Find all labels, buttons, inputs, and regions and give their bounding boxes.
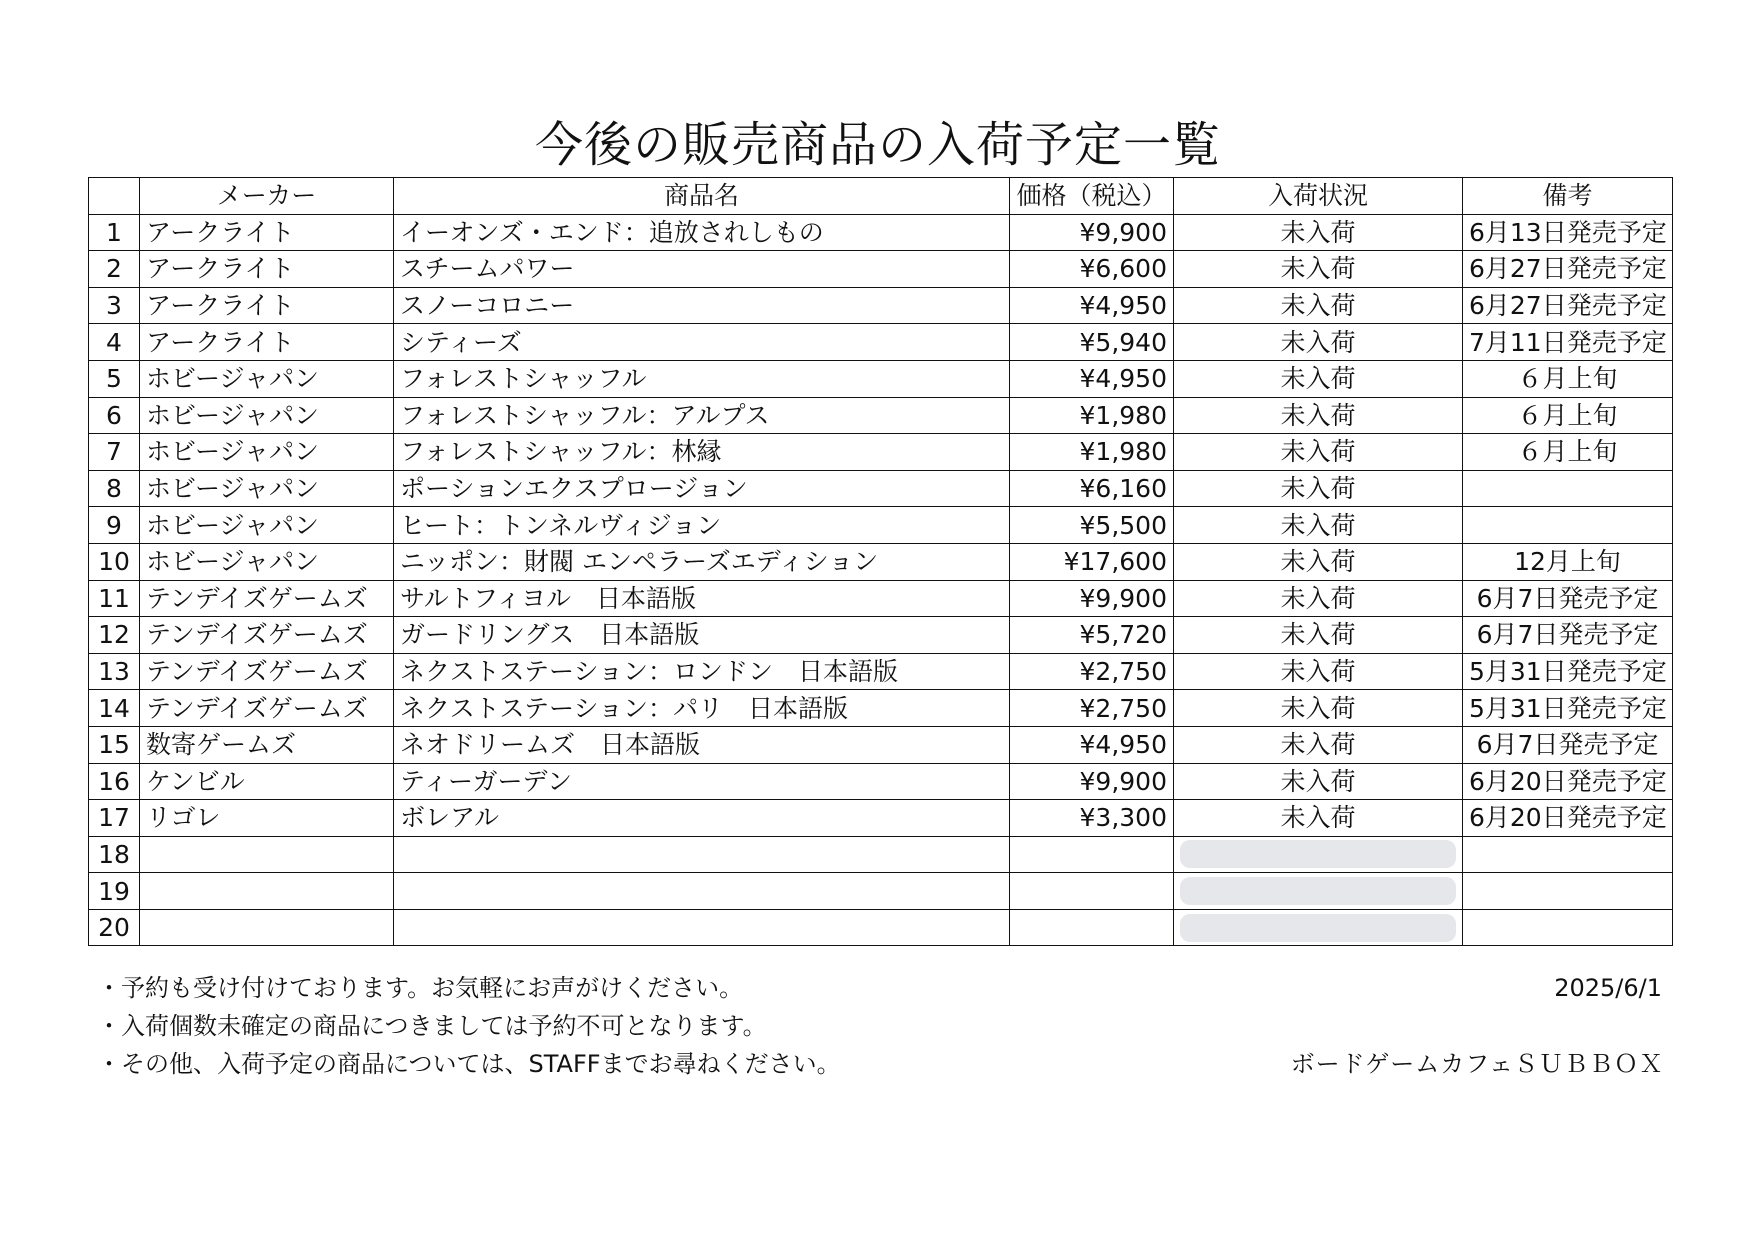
header-product: 商品名 <box>394 178 1010 215</box>
cell-status: 未入荷 <box>1174 507 1463 544</box>
table-row <box>89 580 1673 617</box>
cell-maker: ケンビル <box>140 763 394 800</box>
table-row <box>89 360 1673 397</box>
cell-maker <box>140 909 394 946</box>
cell-status: 未入荷 <box>1174 653 1463 690</box>
cell-status: 未入荷 <box>1174 580 1463 617</box>
cell-price: ¥9,900 <box>1010 580 1174 617</box>
cell-no: 8 <box>89 470 140 507</box>
cell-note <box>1463 836 1673 873</box>
cell-no: 2 <box>89 251 140 288</box>
cell-product: ガードリングス 日本語版 <box>394 617 1010 654</box>
cell-product <box>394 873 1010 910</box>
cell-status: 未入荷 <box>1174 324 1463 361</box>
table-row <box>89 214 1673 251</box>
cell-status: 未入荷 <box>1174 543 1463 580</box>
cell-status: 未入荷 <box>1174 214 1463 251</box>
cell-maker: テンデイズゲームズ <box>140 690 394 727</box>
status-placeholder-bar <box>1180 914 1456 942</box>
cell-status: 未入荷 <box>1174 726 1463 763</box>
cell-no: 7 <box>89 434 140 471</box>
cell-price: ¥5,500 <box>1010 507 1174 544</box>
cell-product: フォレストシャッフル：アルプス <box>394 397 1010 434</box>
cell-status: 未入荷 <box>1174 287 1463 324</box>
header-maker: メーカー <box>140 178 394 215</box>
cell-maker: テンデイズゲームズ <box>140 617 394 654</box>
cell-product <box>394 836 1010 873</box>
cell-product <box>394 909 1010 946</box>
cell-product: フォレストシャッフル <box>394 360 1010 397</box>
table-row <box>89 507 1673 544</box>
cell-status: 未入荷 <box>1174 690 1463 727</box>
cell-maker: ホビージャパン <box>140 507 394 544</box>
table-row <box>89 287 1673 324</box>
cell-status: 未入荷 <box>1174 617 1463 654</box>
table-row <box>89 690 1673 727</box>
header-no <box>89 178 140 215</box>
cell-note: ６月上旬 <box>1463 360 1673 397</box>
header-price: 価格（税込） <box>1010 178 1174 215</box>
cell-note: 6月13日発売予定 <box>1463 214 1673 251</box>
cell-no: 1 <box>89 214 140 251</box>
cell-product: ネオドリームズ 日本語版 <box>394 726 1010 763</box>
cell-status: 未入荷 <box>1174 360 1463 397</box>
cell-price: ¥9,900 <box>1010 763 1174 800</box>
status-placeholder-bar <box>1180 840 1456 868</box>
cell-no: 14 <box>89 690 140 727</box>
cell-note: 6月20日発売予定 <box>1463 800 1673 837</box>
cell-price: ¥2,750 <box>1010 690 1174 727</box>
cell-maker: アークライト <box>140 251 394 288</box>
table-row <box>89 763 1673 800</box>
table-row <box>89 909 1673 946</box>
cell-note <box>1463 507 1673 544</box>
cell-product: イーオンズ・エンド：追放されしもの <box>394 214 1010 251</box>
cell-status: 未入荷 <box>1174 397 1463 434</box>
cell-note: 6月20日発売予定 <box>1463 763 1673 800</box>
cell-note: 6月7日発売予定 <box>1463 617 1673 654</box>
cell-product: スノーコロニー <box>394 287 1010 324</box>
cell-note: 5月31日発売予定 <box>1463 653 1673 690</box>
table-row <box>89 653 1673 690</box>
cell-maker: テンデイズゲームズ <box>140 580 394 617</box>
header-status: 入荷状況 <box>1174 178 1463 215</box>
cell-no: 18 <box>89 836 140 873</box>
footer-note-ask-staff: ・その他、入荷予定の商品については、STAFFまでお尋ねください。 <box>97 1050 841 1078</box>
table-row <box>89 800 1673 837</box>
cell-product: ポーションエクスプロージョン <box>394 470 1010 507</box>
cell-no: 5 <box>89 360 140 397</box>
cell-product: フォレストシャッフル：林縁 <box>394 434 1010 471</box>
cell-note <box>1463 873 1673 910</box>
cell-note: 6月7日発売予定 <box>1463 726 1673 763</box>
cell-status: 未入荷 <box>1174 251 1463 288</box>
cell-maker: アークライト <box>140 324 394 361</box>
cell-price: ¥4,950 <box>1010 287 1174 324</box>
cell-product: サルトフィヨル 日本語版 <box>394 580 1010 617</box>
cell-product: ネクストステーション：パリ 日本語版 <box>394 690 1010 727</box>
footer-shop-name: ボードゲームカフェＳＵＢＢＯＸ <box>1290 1050 1664 1078</box>
cell-note: 7月11日発売予定 <box>1463 324 1673 361</box>
cell-price: ¥1,980 <box>1010 434 1174 471</box>
cell-price <box>1010 909 1174 946</box>
cell-no: 20 <box>89 909 140 946</box>
cell-price: ¥5,940 <box>1010 324 1174 361</box>
cell-no: 9 <box>89 507 140 544</box>
cell-note: 6月27日発売予定 <box>1463 251 1673 288</box>
cell-price: ¥4,950 <box>1010 360 1174 397</box>
cell-maker: ホビージャパン <box>140 360 394 397</box>
header-note: 備考 <box>1463 178 1673 215</box>
cell-note: 6月27日発売予定 <box>1463 287 1673 324</box>
cell-product: ニッポン：財閥 エンペラーズエディション <box>394 543 1010 580</box>
cell-no: 13 <box>89 653 140 690</box>
table-row <box>89 324 1673 361</box>
footer-note-no-reservation: ・入荷個数未確定の商品につきましては予約不可となります。 <box>97 1012 767 1040</box>
cell-no: 15 <box>89 726 140 763</box>
cell-note: 6月7日発売予定 <box>1463 580 1673 617</box>
table-row <box>89 873 1673 910</box>
table-row <box>89 397 1673 434</box>
table-row <box>89 617 1673 654</box>
status-placeholder-bar <box>1180 877 1456 905</box>
table-body <box>89 214 1673 946</box>
cell-status: 未入荷 <box>1174 800 1463 837</box>
cell-price <box>1010 836 1174 873</box>
cell-maker: テンデイズゲームズ <box>140 653 394 690</box>
arrival-schedule-table <box>88 177 1673 946</box>
cell-price: ¥6,160 <box>1010 470 1174 507</box>
cell-no: 6 <box>89 397 140 434</box>
cell-maker: ホビージャパン <box>140 543 394 580</box>
cell-product: シティーズ <box>394 324 1010 361</box>
cell-product: ティーガーデン <box>394 763 1010 800</box>
cell-no: 11 <box>89 580 140 617</box>
cell-no: 16 <box>89 763 140 800</box>
cell-note: ６月上旬 <box>1463 434 1673 471</box>
cell-price: ¥9,900 <box>1010 214 1174 251</box>
cell-price: ¥1,980 <box>1010 397 1174 434</box>
cell-product: ボレアル <box>394 800 1010 837</box>
cell-product: スチームパワー <box>394 251 1010 288</box>
cell-maker: 数寄ゲームズ <box>140 726 394 763</box>
cell-no: 4 <box>89 324 140 361</box>
cell-product: ヒート：トンネルヴィジョン <box>394 507 1010 544</box>
cell-price: ¥4,950 <box>1010 726 1174 763</box>
cell-status: 未入荷 <box>1174 434 1463 471</box>
cell-product: ネクストステーション：ロンドン 日本語版 <box>394 653 1010 690</box>
cell-note: 12月上旬 <box>1463 543 1673 580</box>
page-title: 今後の販売商品の入荷予定一覧 <box>534 117 1221 173</box>
cell-no: 10 <box>89 543 140 580</box>
cell-price <box>1010 873 1174 910</box>
cell-price: ¥3,300 <box>1010 800 1174 837</box>
table-row <box>89 470 1673 507</box>
cell-no: 17 <box>89 800 140 837</box>
cell-maker: アークライト <box>140 214 394 251</box>
cell-maker <box>140 873 394 910</box>
cell-price: ¥2,750 <box>1010 653 1174 690</box>
cell-price: ¥6,600 <box>1010 251 1174 288</box>
table-header-row <box>89 178 1673 215</box>
cell-price: ¥5,720 <box>1010 617 1174 654</box>
cell-status <box>1174 873 1463 910</box>
cell-status <box>1174 836 1463 873</box>
footer-note-reservation: ・予約も受け付けております。お気軽にお声がけください。 <box>97 974 744 1002</box>
table-row <box>89 836 1673 873</box>
cell-price: ¥17,600 <box>1010 543 1174 580</box>
table-row <box>89 251 1673 288</box>
cell-note <box>1463 470 1673 507</box>
cell-maker: ホビージャパン <box>140 434 394 471</box>
table-row <box>89 543 1673 580</box>
cell-note: ６月上旬 <box>1463 397 1673 434</box>
cell-note: 5月31日発売予定 <box>1463 690 1673 727</box>
cell-maker: ホビージャパン <box>140 397 394 434</box>
table-row <box>89 434 1673 471</box>
cell-no: 19 <box>89 873 140 910</box>
cell-no: 3 <box>89 287 140 324</box>
cell-status: 未入荷 <box>1174 470 1463 507</box>
cell-maker: リゴレ <box>140 800 394 837</box>
cell-no: 12 <box>89 617 140 654</box>
cell-maker <box>140 836 394 873</box>
cell-note <box>1463 909 1673 946</box>
cell-status <box>1174 909 1463 946</box>
cell-status: 未入荷 <box>1174 763 1463 800</box>
footer-date: 2025/6/1 <box>1554 974 1662 1002</box>
cell-maker: ホビージャパン <box>140 470 394 507</box>
table-row <box>89 726 1673 763</box>
cell-maker: アークライト <box>140 287 394 324</box>
